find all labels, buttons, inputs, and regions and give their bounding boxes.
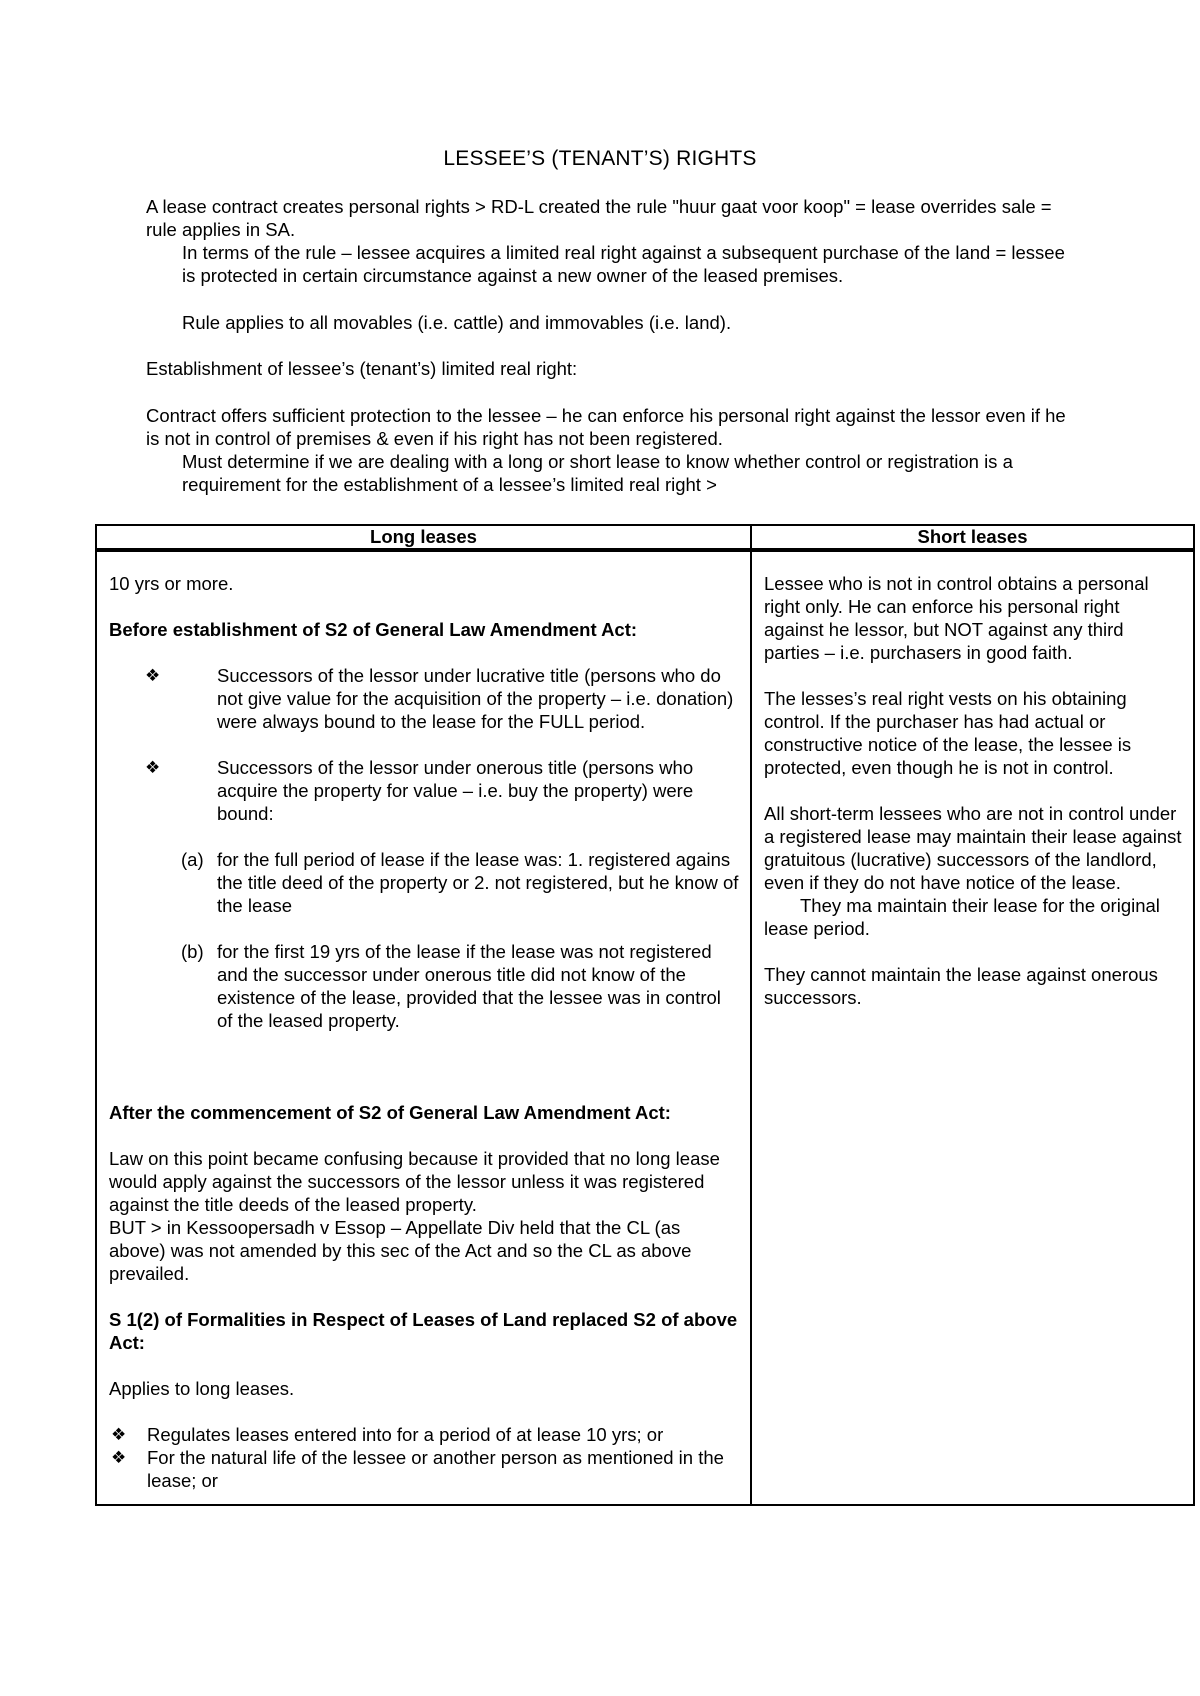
intro-paragraph-2: In terms of the rule – lessee acquires a limited real right against a subsequent purchase of the land = lessee is protected in certain circumstance against a new owner of the leased premises. xyxy=(182,242,1065,286)
lease-comparison-table xyxy=(95,524,1195,1506)
intro-paragraph-4: Establishment of lessee’s (tenant’s) limited real right: xyxy=(146,358,578,379)
list-item: ❖ Regulates leases entered into for a period of at lease 10 yrs; or xyxy=(111,1424,664,1445)
intro-section xyxy=(146,195,1066,287)
list-item: ❖ For the natural life of the lessee or another person as mentioned in the lease; or xyxy=(111,1447,724,1491)
short-paragraph-4: They ma maintain their lease for the original lease period. xyxy=(764,895,1160,939)
intro-section-2 xyxy=(146,404,1066,496)
intro-paragraph-1: A lease contract creates personal rights > RD-L created the rule "huur gaat voor koop" = lease overrides sale = rule applies in SA. xyxy=(146,196,1052,240)
short-paragraph-3: All short-term lessees who are not in control under a registered lease may maintain their lease against gratuitous (lucrative) successors of the landlord, even if they do not have notice of the lease. xyxy=(764,803,1182,893)
long-heading-formalities: S 1(2) of Formalities in Respect of Leases of Land replaced S2 of above Act: xyxy=(109,1309,738,1353)
long-heading-before: Before establishment of S2 of General Law Amendment Act: xyxy=(109,619,638,640)
short-leases-cell xyxy=(751,550,1194,1505)
long-leases-cell xyxy=(96,550,751,1505)
list-item: ❖ Successors of the lessor under onerous title (persons who acquire the property for value – i.e. buy the property) were bound: xyxy=(109,756,740,825)
long-paragraph-confusing: Law on this point became confusing because it provided that no long lease would apply against the successors of the lessor unless it was registered against the title deeds of the leased property. xyxy=(109,1148,720,1215)
short-paragraph-5: They cannot maintain the lease against onerous successors. xyxy=(764,964,1158,1008)
long-paragraph-applies: Applies to long leases. xyxy=(109,1378,295,1399)
intro-paragraph-6: Must determine if we are dealing with a long or short lease to know whether control or registration is a requirement for the establishment of a lessee’s limited real right > xyxy=(182,451,1013,495)
long-paragraph-kessoopersadh: BUT > in Kessoopersadh v Essop – Appellate Div held that the CL (as above) was not amended by this sec of the Act and so the CL as above prevailed. xyxy=(109,1217,692,1284)
short-paragraph-2: The lesses’s real right vests on his obtaining control. If the purchaser has had actual or constructive notice of the lease, the lessee is protected, even though he is not in control. xyxy=(764,688,1132,778)
diamond-bullet-icon: ❖ xyxy=(145,758,161,777)
header-long-leases: Long leases xyxy=(96,525,751,550)
header-short-leases: Short leases xyxy=(751,525,1194,550)
diamond-bullet-icon: ❖ xyxy=(145,666,161,685)
page-title: LESSEE’S (TENANT’S) RIGHTS xyxy=(443,147,757,170)
intro-paragraph-3: Rule applies to all movables (i.e. cattle) and immovables (i.e. land). xyxy=(182,312,732,333)
short-paragraph-1: Lessee who is not in control obtains a personal right only. He can enforce his personal right against he lessor, but NOT against any third parties – i.e. purchasers in good faith. xyxy=(764,573,1149,663)
intro-paragraph-5: Contract offers sufficient protection to the lessee – he can enforce his personal right against the lessor even if he is not in control of premises & even if his right has not been registered. xyxy=(146,405,1066,449)
diamond-bullet-icon: ❖ xyxy=(111,1448,127,1467)
long-duration: 10 yrs or more. xyxy=(109,573,234,594)
sub-item-a: (a) for the full period of lease if the lease was: 1. registered agains the title deed of the property or 2. not registered, but he know of the lease xyxy=(181,849,739,916)
diamond-bullet-icon: ❖ xyxy=(111,1425,127,1444)
sub-item-b: (b) for the first 19 yrs of the lease if the lease was not registered and the successor under onerous title did not know of the existence of the lease, provided that the lessee was in control of the leased property. xyxy=(181,941,721,1031)
list-item: ❖ Successors of the lessor under lucrative title (persons who do not give value for the acquisition of the property – i.e. donation) were always bound to the lease for the FULL period. xyxy=(109,664,740,733)
long-heading-after: After the commencement of S2 of General Law Amendment Act: xyxy=(109,1102,671,1123)
